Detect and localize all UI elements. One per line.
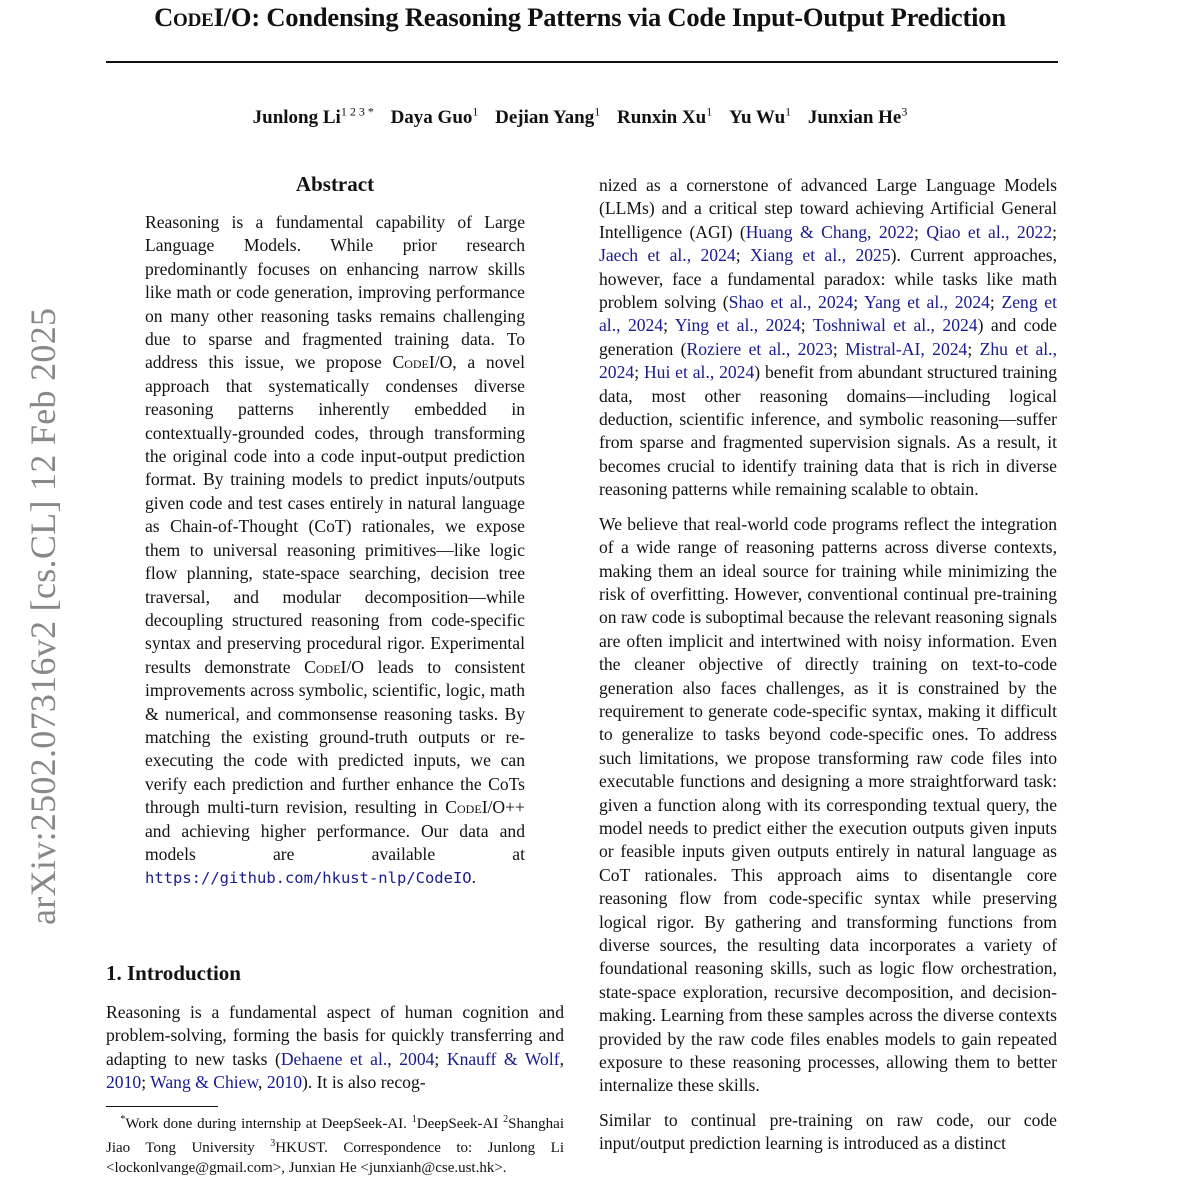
body-text: ; — [434, 1048, 447, 1069]
citation-link[interactable]: Shao et al., 2024 — [728, 292, 854, 313]
body-text: ; — [663, 315, 675, 336]
abstract-smallcaps: Code — [392, 352, 429, 373]
footnote-text: Shanghai Jiao Tong University — [106, 1116, 564, 1156]
citation-link[interactable]: Dehaene et al. — [280, 1048, 388, 1069]
author-name: Runxin Xu — [616, 107, 707, 129]
citation-link[interactable]: Zeng et al., 2024 — [599, 292, 1058, 336]
citation-link[interactable]: Mistral-AI, 2024 — [845, 338, 968, 359]
affiliation-mark: 1 — [472, 105, 479, 119]
footnote-mark: 3 — [270, 1138, 276, 1149]
citation-link[interactable]: Wang & Chiew — [150, 1072, 259, 1093]
title-smallcaps: Code — [154, 2, 214, 32]
affiliation-mark: 3 — [901, 105, 908, 119]
author-list — [0, 105, 1160, 129]
citation-link[interactable]: Jaech et al., 2024 — [599, 245, 736, 266]
citation-link[interactable]: 2004 — [399, 1048, 435, 1069]
body-text: , — [559, 1048, 565, 1069]
citation-link[interactable]: Huang & Chang, 2022 — [745, 221, 915, 242]
footnote-text: HKUST. Correspondence to: Junlong Li <lockonlvange@gmail.com>, Junxian He <junxianh@cse.ust.hk>. — [106, 1140, 564, 1176]
affiliation-mark: 1 — [594, 105, 601, 119]
body-text: Reasoning is a fundamental aspect of human cognition and problem-solving, forming the basis for quickly transferring and adapting to new tasks ( — [106, 1002, 564, 1069]
right-column — [599, 174, 1057, 1167]
body-text: ; — [989, 292, 1002, 313]
body-text: ; — [141, 1072, 151, 1093]
footnote-text: DeepSeek-AI — [416, 1116, 504, 1132]
footnote-mark: 1 — [411, 1114, 417, 1125]
github-link[interactable]: https://github.com/hkust-nlp/CodeIO — [145, 869, 472, 888]
citation-link[interactable]: 2010 — [266, 1072, 303, 1093]
section-heading-introduction: 1. Introduction — [106, 961, 241, 985]
citation-link[interactable]: Yang et al., 2024 — [864, 292, 990, 313]
body-text: ; — [800, 315, 813, 336]
citation-link[interactable]: Qiao et al., 2022 — [926, 221, 1053, 242]
author-name: Dejian Yang — [495, 107, 595, 129]
author-name: Junxian He — [807, 107, 902, 129]
abstract-body — [145, 211, 525, 891]
author-name: Junlong Li — [252, 107, 341, 129]
body-text: ). It is also recog- — [302, 1072, 426, 1093]
abstract-text: . — [471, 867, 477, 888]
footnote-mark: 2 — [503, 1114, 509, 1125]
affiliation-mark: 1 — [785, 105, 792, 119]
footnote-rule — [106, 1106, 218, 1107]
citation-link[interactable]: Zhu et al., 2024 — [599, 338, 1057, 383]
body-text: , — [258, 1072, 267, 1093]
citation-link[interactable]: 2010 — [106, 1072, 142, 1093]
intro-paragraph: Similar to continual pre-training on raw code, our code input/output prediction learning is introduced as a distinct — [599, 1109, 1057, 1154]
author — [253, 107, 374, 128]
citation-link[interactable]: Xiang et al., 2025 — [750, 245, 891, 266]
body-text: nized as a cornerstone of advanced Large Language Models (LLMs) and a critical step toward achieving Artificial General Intelligence (AGI) ( — [599, 175, 1057, 242]
body-text: ; — [853, 292, 865, 313]
body-text: ). Current approaches, however, face a fundamental paradox: while tasks like math problem solving ( — [599, 245, 1057, 313]
body-text: , — [387, 1048, 400, 1069]
affiliation-mark: 1 — [706, 105, 713, 119]
body-text: ; — [967, 338, 980, 359]
citation-link[interactable]: Roziere et al., 2023 — [686, 338, 833, 359]
arxiv-stamp: arXiv:2502.07316v2 [cs.CL] 12 Feb 2025 — [23, 307, 63, 925]
author — [617, 107, 712, 128]
paper-title — [0, 2, 1160, 33]
footnote-text: Work done during internship at DeepSeek-AI. — [125, 1116, 412, 1132]
body-text: ; — [832, 338, 846, 359]
author-name: Yu Wu — [728, 107, 786, 129]
author — [729, 107, 791, 128]
author — [495, 107, 600, 128]
author — [808, 107, 907, 128]
affiliation-mark: 1 2 3 * — [340, 105, 374, 119]
abstract-smallcaps: Code — [304, 656, 341, 677]
citation-link[interactable]: Knauff & Wolf — [446, 1048, 560, 1069]
footnote — [106, 1110, 564, 1178]
body-text: ) and code generation ( — [599, 315, 1057, 359]
intro-paragraph — [106, 1001, 564, 1095]
intro-paragraph — [599, 174, 1057, 502]
author — [391, 107, 479, 128]
title-text: I/O: Condensing Reasoning Patterns via Code Input-Output Prediction — [213, 2, 1006, 32]
abstract-smallcaps: Code — [445, 797, 482, 818]
footnote-mark: * — [120, 1114, 126, 1125]
abstract-text: I/O leads to consistent improvements across symbolic, scientific, logic, math & numerical, and commonsense reasoning tasks. By matching the existing ground-truth outputs or re-executing the code with predicted inputs, we can verify each prediction and further enhance the CoTs through multi-turn revision, resulting in — [145, 656, 525, 818]
body-text: ; — [1052, 221, 1058, 242]
abstract-text: I/O, a novel approach that systematically condenses diverse reasoning patterns inherently embedded in contextually-grounded codes, through transforming the original code into a code input-output prediction format. By training models to predict inputs/outputs given code and test cases entirely in natural language as Chain-of-Thought (CoT) rationales, we expose them to universal reasoning primitives—like logic flow planning, state-space searching, decision tree traversal, and modular decomposition—while decoupling structured reasoning from code-specific syntax and preserving procedural rigor. Experimental results demonstrate — [145, 352, 525, 677]
citation-link[interactable]: Hui et al., 2024 — [643, 362, 755, 383]
body-text: ; — [735, 245, 751, 266]
intro-paragraph: We believe that real-world code programs reflect the integration of a wide range of reasoning patterns across diverse contexts, making them an ideal source for training while minimizing the risk of overfitting. However, conventional continual pre-training on raw code is suboptimal because the relevant reasoning signals are often implicit and intertwined with noisy information. Even the cleaner objective of directly training on text-to-code generation also faces challenges, as it is constrained by the requirement to generate code-specific syntax, making it difficult to generalize to tasks beyond code-specific ones. To address such limitations, we propose transforming raw code files into executable functions and designing a more straightforward task: given a function along with its corresponding textual query, the model needs to predict either the execution outputs given inputs or feasible inputs given outputs entirely in natural language as CoT rationales. This approach aims to disentangle core reasoning flow from code-specific syntax while preserving logical rigor. By gathering and transforming functions from diverse sources, the resulting data incorporates a variety of foundational reasoning skills, such as logic flow orchestration, state-space exploration, recursive decomposition, and decision-making. Learning from these samples across the diverse contexts provided by the raw code files enables models to gain repeated exposure to these reasoning processes, allowing them to better internalize these skills. — [599, 513, 1057, 1096]
citation-link[interactable]: Ying et al., 2024 — [674, 315, 801, 336]
body-text: ; — [914, 221, 927, 242]
abstract-heading: Abstract — [295, 172, 375, 196]
body-text: ) benefit from abundant structured training data, most other reasoning domains—including logical deduction, scientific inference, and symbolic reasoning—suffer from sparse and fragmented supervision signals. As a result, it becomes crucial to identify training data that is rich in diverse reasoning patterns while remaining scalable to obtain. — [599, 362, 1057, 500]
abstract-text: I/O++ and achieving higher performance. Our data and models are available at — [145, 797, 525, 864]
body-text: ; — [634, 362, 644, 383]
citation-link[interactable]: Toshniwal et al., 2024 — [812, 315, 978, 336]
author-name: Daya Guo — [390, 107, 473, 129]
title-rule — [106, 61, 1058, 63]
abstract-text: Reasoning is a fundamental capability of Large Language Models. While prior research predominantly focuses on enhancing narrow skills like math or code generation, improving performance on many other reasoning tasks remains challenging due to sparse and fragmented training data. To address this issue, we propose — [145, 212, 525, 373]
